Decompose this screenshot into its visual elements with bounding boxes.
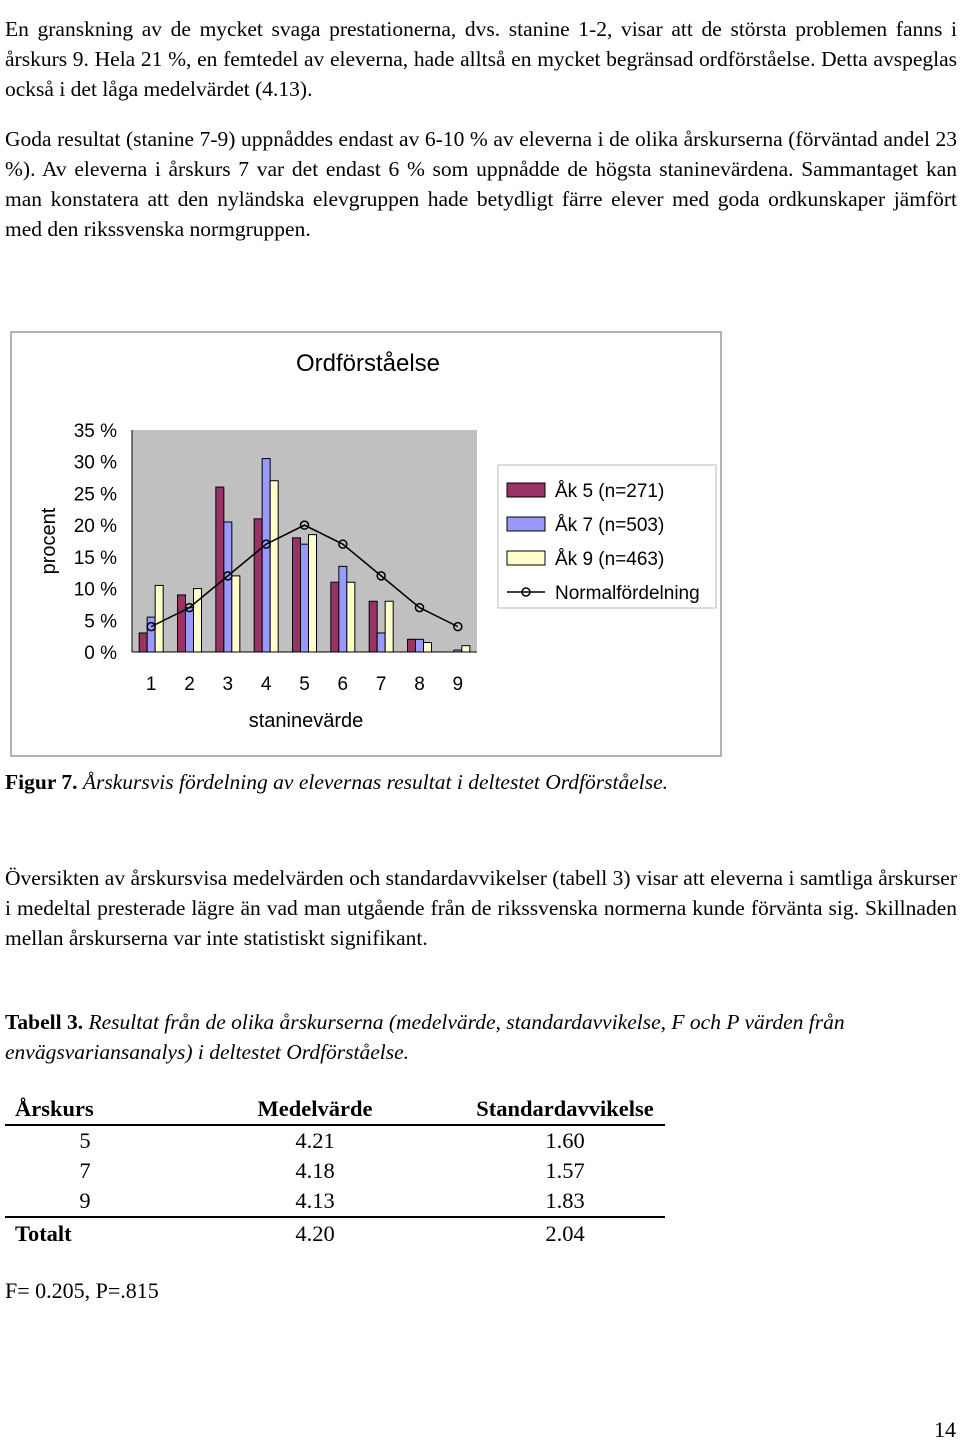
bar-ak5-stanine-3: [216, 487, 224, 652]
cell-medelvarde: 4.21: [295, 1128, 335, 1153]
x-tick-label: 9: [452, 674, 464, 695]
header-arskurs: Årskurs: [5, 1092, 165, 1125]
y-tick-label: 20 %: [73, 516, 117, 538]
y-tick-label: 35 %: [73, 421, 117, 442]
x-tick-label: 5: [299, 674, 310, 695]
cell-standardavvikelse: 1.60: [545, 1128, 585, 1153]
legend-label: Åk 5 (n=271): [555, 481, 665, 502]
y-tick-label: 15 %: [73, 547, 117, 569]
bar-ak7-stanine-6: [339, 566, 347, 652]
table-row: [5, 1186, 665, 1217]
bar-ak9-stanine-1: [155, 585, 163, 652]
header-standardavvikelse: Standardavvikelse: [465, 1092, 665, 1125]
cell-total-medelvarde: 4.20: [165, 1217, 465, 1250]
bar-ak9-stanine-3: [232, 576, 240, 652]
legend-label: Normalfördelning: [555, 583, 700, 604]
bar-ak5-stanine-1: [139, 633, 147, 652]
x-tick-label: 2: [184, 674, 195, 695]
cell-total-standardavvikelse: 2.04: [465, 1217, 665, 1250]
x-tick-label: 6: [337, 674, 349, 695]
bar-ak5-stanine-8: [408, 639, 416, 652]
paragraph-3: Översikten av årskursvisa medelvärden och standardavvikelser (tabell 3) visar att eleverna i samtliga årskurser i medeltal presterade lägre än vad man utgående från de rikssvenska normerna kunde förvänta sig. Skillnaden mellan årskurserna var inte statistiskt signifikant.: [5, 865, 957, 950]
x-tick-label: 4: [260, 674, 272, 695]
bar-ak7-stanine-4: [262, 459, 270, 652]
figure-label: Figur 7.: [5, 770, 78, 794]
cell-medelvarde: 4.18: [295, 1158, 335, 1183]
table-total-row: [5, 1217, 665, 1250]
y-axis-label: procent: [38, 507, 60, 575]
legend-swatch: [507, 551, 545, 565]
bar-ak5-stanine-7: [369, 601, 377, 652]
header-medelvarde: Medelvärde: [165, 1092, 465, 1125]
chart-title: Ordförståelse: [295, 350, 441, 377]
cell-arskurs: 9: [79, 1188, 91, 1213]
legend-label: Åk 7 (n=503): [555, 515, 665, 536]
anova-stats: F= 0.205, P=.815: [5, 1278, 159, 1303]
results-table: [5, 1092, 665, 1250]
page-number: 14: [934, 1417, 956, 1442]
table-caption: [5, 1007, 957, 1067]
cell-total-label: Totalt: [5, 1217, 165, 1250]
legend-swatch: [507, 517, 545, 531]
bar-ak7-stanine-2: [186, 608, 194, 652]
x-tick-label: 1: [145, 674, 157, 695]
bar-ak5-stanine-6: [331, 582, 339, 652]
bar-ak9-stanine-5: [309, 535, 317, 652]
y-tick-label: 25 %: [73, 484, 117, 506]
legend-label: Åk 9 (n=463): [555, 549, 665, 570]
x-tick-label: 3: [222, 674, 234, 695]
x-tick-label: 7: [375, 674, 387, 695]
bar-ak7-stanine-7: [377, 633, 385, 652]
table-header-row: [5, 1092, 665, 1125]
bar-ak9-stanine-8: [424, 642, 432, 652]
table-caption-text: Resultat från de olika årskurserna (medelvärde, standardavvikelse, F och P värden från envägsvariansanalys) i deltestet Ordförståelse.: [5, 1010, 845, 1064]
cell-medelvarde: 4.13: [295, 1188, 335, 1213]
figure-caption-text: Årskursvis fördelning av elevernas resultat i deltestet Ordförståelse.: [77, 770, 669, 794]
x-tick-label: 8: [414, 674, 425, 695]
cell-arskurs: 5: [79, 1128, 91, 1153]
bar-ak5-stanine-4: [254, 519, 262, 652]
y-tick-label: 5 %: [84, 611, 117, 633]
bar-ak9-stanine-7: [385, 601, 393, 652]
bar-ak9-stanine-6: [347, 582, 355, 652]
y-tick-label: 0 %: [84, 643, 117, 664]
cell-arskurs: 7: [79, 1158, 91, 1183]
paragraph-2: Goda resultat (stanine 7-9) uppnåddes endast av 6-10 % av eleverna i de olika årskurserna (förväntad andel 23 %). Av eleverna i årskurs 7 var det endast 6 % som uppnådde de högsta staninevärdena. Sammantaget kan man konstatera att den nyländska elevgruppen hade betydligt färre elever med goda ordkunskaper jämfört med den rikssvenska normgruppen.: [5, 126, 957, 241]
bar-ak7-stanine-3: [224, 522, 232, 652]
bar-ak5-stanine-5: [293, 538, 301, 652]
y-tick-label: 10 %: [73, 579, 117, 601]
bar-ak9-stanine-4: [270, 481, 278, 652]
table-label: Tabell 3.: [5, 1010, 84, 1034]
paragraph-1: En granskning av de mycket svaga prestationerna, dvs. stanine 1-2, visar att de största problemen fanns i årskurs 9. Hela 21 %, en femtedel av eleverna, hade alltså en mycket begränsad ordförståelse. Detta avspeglas också i det låga medelvärdet (4.13).: [5, 16, 957, 101]
cell-standardavvikelse: 1.83: [545, 1188, 585, 1213]
y-tick-label: 30 %: [73, 452, 117, 474]
bar-ak5-stanine-2: [178, 595, 186, 652]
table-row: [5, 1125, 665, 1156]
table-row: [5, 1156, 665, 1186]
bar-ak7-stanine-5: [301, 544, 309, 652]
bar-ak7-stanine-8: [416, 639, 424, 652]
legend-swatch: [507, 483, 545, 497]
cell-standardavvikelse: 1.57: [545, 1158, 585, 1183]
x-axis-label: staninevärde: [248, 710, 364, 732]
figure-caption: [5, 767, 957, 797]
bar-ak9-stanine-9: [462, 646, 470, 652]
